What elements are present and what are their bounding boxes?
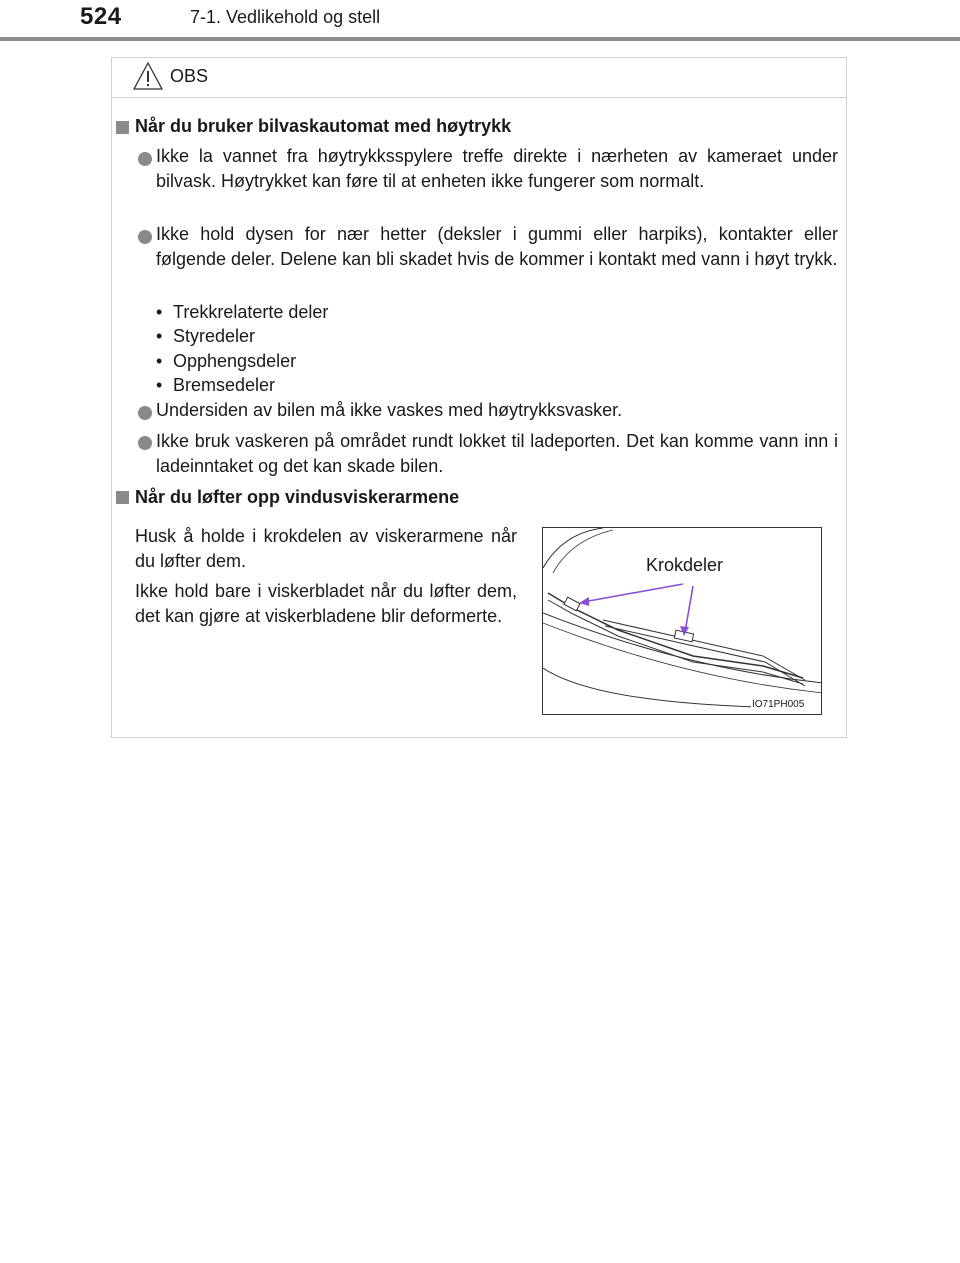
bullet-text: Ikke hold dysen for nær hetter (deksler i gummi eller harpiks), kontakter eller følgende deler. Delene kan bli skadet hvis de kommer i kontakt med vann i høyt trykk.	[156, 224, 838, 269]
header-rule	[0, 37, 960, 41]
sub-list-item: • Styredeler	[156, 326, 256, 346]
figure-code: IO71PH005	[752, 699, 805, 710]
wiper-paragraph: Husk å holde i krokdelen av viskerarmene når du løfter dem.	[135, 526, 517, 571]
bullet-marker	[138, 230, 152, 244]
bullet-text: Ikke bruk vaskeren på området rundt lokket til ladeporten. Det kan komme vann inn i ladeinntaket og det kan skade bilen.	[156, 431, 838, 476]
section-marker	[116, 121, 129, 134]
bullet-marker	[138, 436, 152, 450]
bullet-text: Undersiden av bilen må ikke vaskes med høytrykksvasker.	[156, 400, 623, 420]
bullet-text: Ikke la vannet fra høytrykksspylere treffe direkte i nærheten av kameraet under bilvask. Høytrykket kan føre til at enheten ikke fungerer som normalt.	[156, 146, 838, 191]
sub-list-item: • Opphengsdeler	[156, 351, 297, 371]
bullet-marker	[138, 152, 152, 166]
page-header	[0, 0, 960, 44]
wiper-paragraph: Ikke hold bare i viskerbladet når du løfter dem, det kan gjøre at viskerbladene blir deformerte.	[135, 581, 517, 626]
section-marker	[116, 491, 129, 504]
sub-list-item: • Trekkrelaterte deler	[156, 302, 329, 322]
bullet-marker	[138, 406, 152, 420]
caution-header	[112, 58, 846, 98]
figure-label: Krokdeler	[646, 555, 724, 575]
section-heading-washing: Når du bruker bilvaskautomat med høytrykk	[135, 116, 512, 136]
section-title: 7-1. Vedlikehold og stell	[190, 7, 381, 27]
section-heading-wipers: Når du løfter opp vindusviskerarmene	[135, 487, 460, 507]
caution-title: OBS	[170, 66, 209, 86]
sub-list-item: • Bremsedeler	[156, 375, 276, 395]
page-number: 524	[80, 3, 122, 30]
warning-triangle-icon	[132, 61, 164, 91]
